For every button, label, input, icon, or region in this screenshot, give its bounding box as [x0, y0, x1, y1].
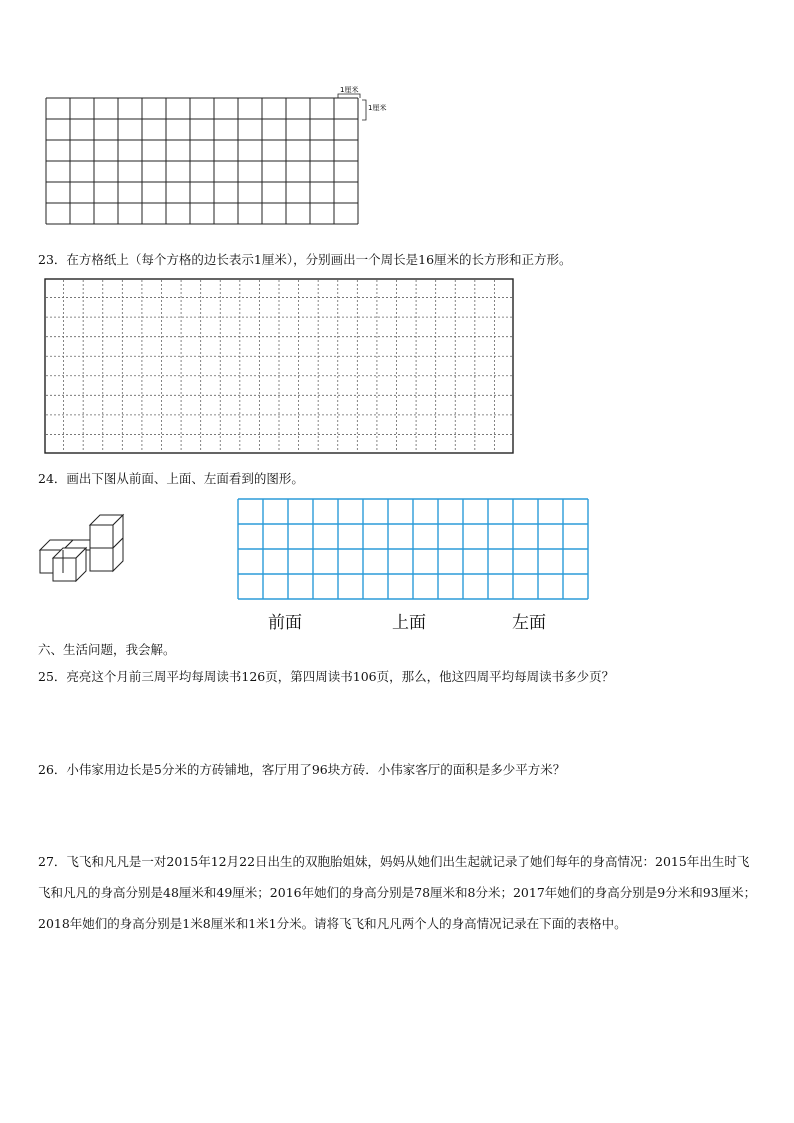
view-label-top: 上面 [392, 613, 426, 633]
unit-bracket-y [362, 100, 366, 120]
unit-label-y: 1厘米 [368, 104, 387, 112]
question-25: 25．亮亮这个月前三周平均每周读书126页，第四周读书106页，那么，他这四周平均每周读书多少页？ [38, 669, 615, 684]
question-27: 27．飞飞和凡凡是一对2015年12月22日出生的双胞胎姐妹，妈妈从她们出生起就记录了她们每年的身高情况：2015年出生时飞飞和凡凡的身高分别是48厘米和49厘米；2016年她们的身高分别是78厘米和8分米；2017年她们的身高分别是9分米和93厘米；2018年她们的身高分别是1米8厘米和1米1分米。请将飞飞和凡凡两个人的身高情况记录在下面的表格中。 [38, 854, 757, 931]
view-label-left: 左面 [512, 613, 546, 633]
view-label-front: 前面 [268, 613, 302, 633]
blue-answer-grid[interactable] [236, 497, 590, 601]
unit-label-x: 1厘米 [340, 86, 359, 94]
section-6-heading: 六、生活问题，我会解。 [38, 642, 176, 657]
question-23: 23．在方格纸上（每个方格的边长表示1厘米），分别画出一个周长是16厘米的长方形和正方形。 [38, 252, 572, 267]
question-26: 26．小伟家用边长是5分米的方砖铺地，客厅用了96块方砖．小伟家客厅的面积是多少平方米？ [38, 762, 566, 777]
question-24: 24．画出下图从前面、上面、左面看到的图形。 [38, 471, 304, 486]
cube-stack-figure [36, 510, 136, 582]
dotted-grid-paper[interactable] [44, 278, 514, 454]
unit-bracket-x [338, 94, 360, 98]
top-square-grid [40, 84, 400, 234]
